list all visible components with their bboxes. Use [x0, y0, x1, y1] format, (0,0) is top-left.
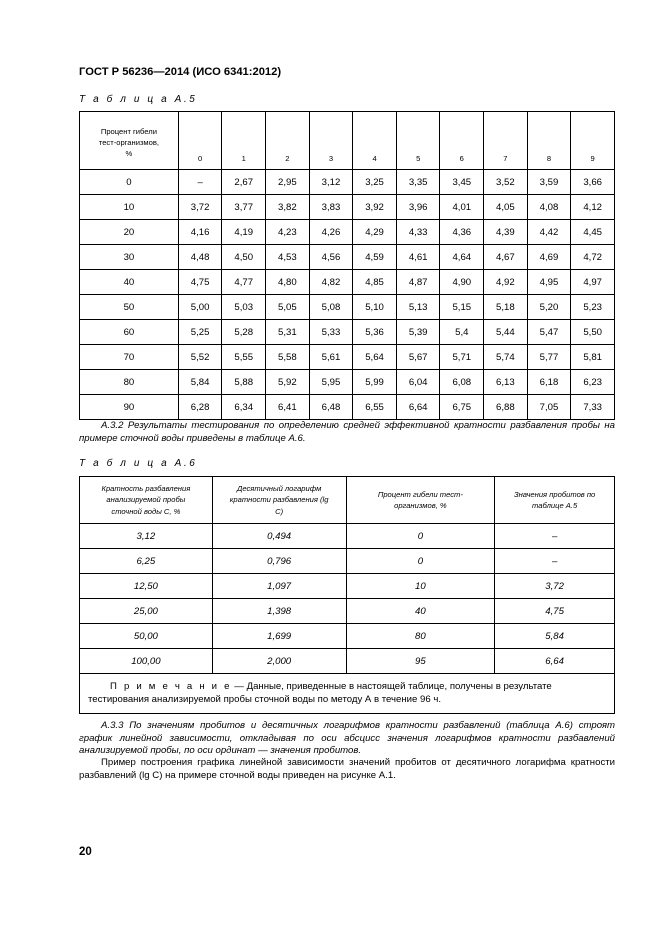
table-cell: 3,72 [178, 195, 222, 220]
table-cell: 4,80 [266, 270, 310, 295]
table-cell: 2,000 [212, 649, 346, 674]
table-cell: 3,66 [571, 170, 615, 195]
header-cell: 4 [353, 112, 397, 170]
table-cell: 3,12 [80, 524, 213, 549]
table-cell: 12,50 [80, 574, 213, 599]
table-a5-caption: Т а б л и ц а А.5 [79, 94, 198, 105]
table-row [80, 195, 615, 220]
table-cell: 100,00 [80, 649, 213, 674]
table-cell: 5,05 [266, 295, 310, 320]
table-cell: 4,67 [484, 245, 528, 270]
table-cell: 6,28 [178, 395, 222, 420]
table-cell: 3,25 [353, 170, 397, 195]
table-header-row [80, 477, 615, 524]
table-row [80, 220, 615, 245]
table-cell: 3,82 [266, 195, 310, 220]
table-cell: 2,67 [222, 170, 266, 195]
table-cell: 6,18 [527, 370, 571, 395]
table-cell: 4,69 [527, 245, 571, 270]
table-cell: 3,96 [396, 195, 440, 220]
table-cell: 5,88 [222, 370, 266, 395]
table-cell: 5,36 [353, 320, 397, 345]
table-cell: 5,52 [178, 345, 222, 370]
table-row [80, 549, 615, 574]
header-cell: 0 [178, 112, 222, 170]
table-row [80, 370, 615, 395]
table-cell: 7,33 [571, 395, 615, 420]
table-cell: 5,03 [222, 295, 266, 320]
table-cell: 5,31 [266, 320, 310, 345]
table-cell: 7,05 [527, 395, 571, 420]
table-cell: 6,23 [571, 370, 615, 395]
table-cell: – [495, 524, 615, 549]
table-cell: 4,05 [484, 195, 528, 220]
header-cell: 3 [309, 112, 353, 170]
table-cell: 50,00 [80, 624, 213, 649]
table-a6 [79, 476, 615, 714]
table-cell: 5,23 [571, 295, 615, 320]
header-cell: 2 [266, 112, 310, 170]
table-cell: 0,494 [212, 524, 346, 549]
header-cell-mortality: Процент гибели тест- организмов, % [346, 477, 495, 524]
header-cell: 9 [571, 112, 615, 170]
table-cell: 5,33 [309, 320, 353, 345]
table-cell: 10 [346, 574, 495, 599]
table-cell: 90 [80, 395, 179, 420]
table-cell: 5,18 [484, 295, 528, 320]
table-cell: 0 [346, 524, 495, 549]
table-cell: 5,4 [440, 320, 484, 345]
table-cell: 6,34 [222, 395, 266, 420]
table-row [80, 245, 615, 270]
table-cell: 5,28 [222, 320, 266, 345]
table-cell: 25,00 [80, 599, 213, 624]
table-cell: 5,81 [571, 345, 615, 370]
table-cell: 4,39 [484, 220, 528, 245]
table-cell: 5,64 [353, 345, 397, 370]
table-cell: 4,85 [353, 270, 397, 295]
table-cell: 4,16 [178, 220, 222, 245]
table-cell: 5,15 [440, 295, 484, 320]
table-cell: 6,64 [396, 395, 440, 420]
table-cell: 6,08 [440, 370, 484, 395]
table-row [80, 170, 615, 195]
table-cell: 3,45 [440, 170, 484, 195]
table-cell: 4,36 [440, 220, 484, 245]
table-cell: 6,75 [440, 395, 484, 420]
table-cell: 1,398 [212, 599, 346, 624]
table-cell: 80 [80, 370, 179, 395]
table-row [80, 574, 615, 599]
header-cell: 6 [440, 112, 484, 170]
table-cell: 5,55 [222, 345, 266, 370]
table-cell: 1,699 [212, 624, 346, 649]
table-cell: 5,95 [309, 370, 353, 395]
table-cell: 4,97 [571, 270, 615, 295]
table-cell: 4,48 [178, 245, 222, 270]
table-cell: 3,35 [396, 170, 440, 195]
table-cell: 5,84 [178, 370, 222, 395]
table-cell: 4,77 [222, 270, 266, 295]
table-note-row [80, 674, 615, 714]
header-cell: 7 [484, 112, 528, 170]
header-cell-log: Десятичный логарифм кратности разбавления (lg C) [212, 477, 346, 524]
table-cell: 3,92 [353, 195, 397, 220]
table-cell: 4,08 [527, 195, 571, 220]
table-row [80, 295, 615, 320]
table-cell: 1,097 [212, 574, 346, 599]
table-cell: 4,87 [396, 270, 440, 295]
table-cell: 0 [80, 170, 179, 195]
table-cell: 5,08 [309, 295, 353, 320]
table-row [80, 599, 615, 624]
table-cell: 6,64 [495, 649, 615, 674]
table-cell: – [495, 549, 615, 574]
table-cell: 6,55 [353, 395, 397, 420]
table-cell: 6,04 [396, 370, 440, 395]
table-cell: – [178, 170, 222, 195]
table-cell: 40 [346, 599, 495, 624]
table-cell: 4,53 [266, 245, 310, 270]
table-cell: 4,59 [353, 245, 397, 270]
table-cell: 4,75 [495, 599, 615, 624]
table-cell: 6,48 [309, 395, 353, 420]
table-cell: 4,45 [571, 220, 615, 245]
table-cell: 5,71 [440, 345, 484, 370]
table-cell: 2,95 [266, 170, 310, 195]
table-cell: 40 [80, 270, 179, 295]
table-cell: 5,44 [484, 320, 528, 345]
table-cell: 5,99 [353, 370, 397, 395]
table-cell: 4,12 [571, 195, 615, 220]
header-cell: 5 [396, 112, 440, 170]
table-cell: 4,33 [396, 220, 440, 245]
table-cell: 4,56 [309, 245, 353, 270]
table-cell: 4,92 [484, 270, 528, 295]
table-cell: 5,47 [527, 320, 571, 345]
table-cell: 4,42 [527, 220, 571, 245]
table-row [80, 345, 615, 370]
note-text: — Данные, приведенные в настоящей таблице, получены в результате тестирования анализируемой пробы сточной воды по методу А в течение 96 ч. [88, 681, 552, 705]
table-cell: 3,52 [484, 170, 528, 195]
table-cell: 3,72 [495, 574, 615, 599]
table-cell: 5,61 [309, 345, 353, 370]
table-row [80, 524, 615, 549]
table-cell: 4,90 [440, 270, 484, 295]
table-cell: 5,25 [178, 320, 222, 345]
table-cell: 3,12 [309, 170, 353, 195]
table-a5 [79, 111, 615, 420]
document-header: ГОСТ Р 56236—2014 (ИСО 6341:2012) [79, 66, 282, 78]
table-row [80, 624, 615, 649]
table-cell: 5,20 [527, 295, 571, 320]
table-cell: 3,83 [309, 195, 353, 220]
table-cell: 4,72 [571, 245, 615, 270]
table-row [80, 320, 615, 345]
table-cell: 95 [346, 649, 495, 674]
table-cell: 0 [346, 549, 495, 574]
table-cell: 50 [80, 295, 179, 320]
page-number: 20 [79, 846, 92, 858]
table-cell: 4,95 [527, 270, 571, 295]
table-cell: 6,88 [484, 395, 528, 420]
table-cell: 4,19 [222, 220, 266, 245]
paragraph-a33: А.3.3 По значениям пробитов и десятичных логарифмов кратности разбавлений (таблица А.6) строят график линейной зависимости, откладывая по оси абсцисс значения логарифмов кратности разбавлений анализируемой пробы, по оси ординат — значения пробитов. [79, 720, 615, 756]
table-cell: 5,50 [571, 320, 615, 345]
table-cell: 5,58 [266, 345, 310, 370]
table-cell: 4,61 [396, 245, 440, 270]
table-cell: 5,77 [527, 345, 571, 370]
table-note [80, 674, 615, 714]
table-cell: 30 [80, 245, 179, 270]
table-cell: 4,64 [440, 245, 484, 270]
header-cell-probit: Значения пробитов по таблице А.5 [495, 477, 615, 524]
table-a6-caption: Т а б л и ц а А.6 [79, 458, 198, 469]
table-cell: 5,74 [484, 345, 528, 370]
table-cell: 4,01 [440, 195, 484, 220]
table-cell: 70 [80, 345, 179, 370]
table-cell: 5,10 [353, 295, 397, 320]
table-row [80, 395, 615, 420]
header-cell: 1 [222, 112, 266, 170]
table-row [80, 270, 615, 295]
table-cell: 6,41 [266, 395, 310, 420]
header-cell: 8 [527, 112, 571, 170]
table-cell: 5,84 [495, 624, 615, 649]
table-cell: 4,50 [222, 245, 266, 270]
table-header-row [80, 112, 615, 170]
table-cell: 5,13 [396, 295, 440, 320]
header-cell-dilution: Кратность разбавления анализируемой пробы сточной воды С, % [80, 477, 213, 524]
table-cell: 3,59 [527, 170, 571, 195]
table-cell: 3,77 [222, 195, 266, 220]
table-cell: 10 [80, 195, 179, 220]
table-cell: 6,25 [80, 549, 213, 574]
table-row [80, 649, 615, 674]
table-cell: 4,82 [309, 270, 353, 295]
table-cell: 4,23 [266, 220, 310, 245]
table-cell: 5,00 [178, 295, 222, 320]
table-cell: 5,92 [266, 370, 310, 395]
header-cell-percent: Процент гибели тест-организмов, % [80, 112, 179, 170]
note-label: П р и м е ч а н и е [110, 681, 232, 692]
table-cell: 80 [346, 624, 495, 649]
table-cell: 6,13 [484, 370, 528, 395]
table-cell: 5,67 [396, 345, 440, 370]
table-cell: 4,75 [178, 270, 222, 295]
paragraph-a32: А.3.2 Результаты тестирования по определению средней эффективной кратности разбавления пробы на примере сточной воды приведены в таблице А.6. [79, 420, 615, 444]
table-cell: 20 [80, 220, 179, 245]
table-cell: 4,29 [353, 220, 397, 245]
paragraph-example: Пример построения графика линейной зависимости значений пробитов от десятичного логарифма кратности разбавлений (lg C) на примере сточной воды приведен на рисунке А.1. [79, 757, 615, 781]
table-cell: 0,796 [212, 549, 346, 574]
table-cell: 5,39 [396, 320, 440, 345]
table-cell: 4,26 [309, 220, 353, 245]
table-cell: 60 [80, 320, 179, 345]
